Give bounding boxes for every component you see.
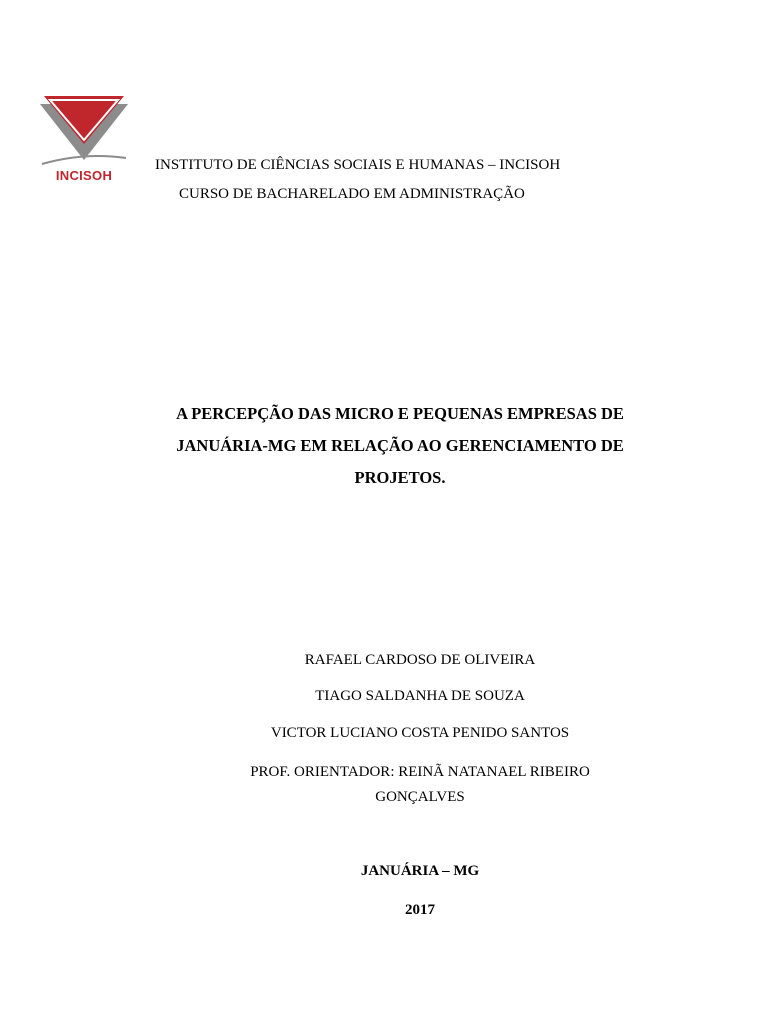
incisoh-logo: [36, 94, 132, 190]
author-2: TIAGO SALDANHA DE SOUZA: [315, 688, 525, 704]
author-1: RAFAEL CARDOSO DE OLIVEIRA: [304, 652, 536, 668]
advisor-line-2: GONÇALVES: [375, 789, 465, 805]
title-line-1: A PERCEPÇÃO DAS MICRO E PEQUENAS EMPRESAS DE: [176, 404, 624, 423]
advisor-line-1: PROF. ORIENTADOR: REINÃ NATANAEL RIBEIRO: [250, 764, 590, 780]
author-3: VICTOR LUCIANO COSTA PENIDO SANTOS: [270, 725, 570, 741]
year: 2017: [405, 902, 435, 918]
title-line-3: PROJETOS.: [354, 468, 446, 487]
logo-emblem-icon: [36, 94, 132, 170]
document-title: [140, 398, 660, 494]
course-name: CURSO DE BACHARELADO EM ADMINISTRAÇÃO: [179, 186, 525, 202]
institute-name: INSTITUTO DE CIÊNCIAS SOCIAIS E HUMANAS – INCISOH: [155, 157, 561, 173]
place: JANUÁRIA – MG: [360, 863, 480, 879]
title-line-2: JANUÁRIA-MG EM RELAÇÃO AO GERENCIAMENTO DE: [176, 436, 624, 455]
logo-text: INCISOH: [55, 168, 113, 183]
